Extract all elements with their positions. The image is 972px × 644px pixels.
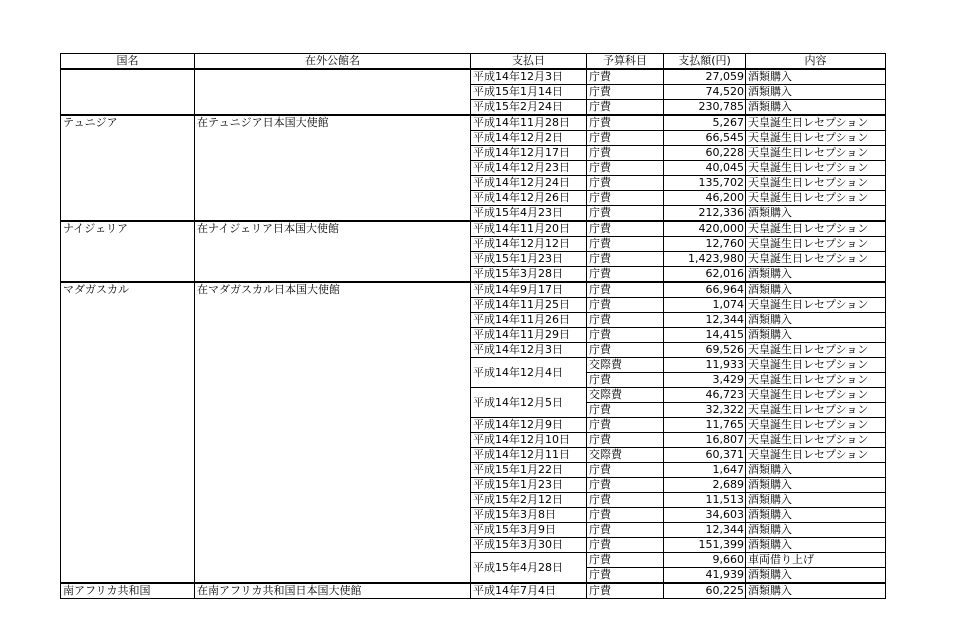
budget-item-cell: 庁費 [587, 115, 664, 131]
country-cell: テュニジア [61, 115, 195, 221]
country-cell: マダガスカル [61, 282, 195, 583]
content-cell: 天皇誕生日レセプション [746, 298, 886, 313]
table-row [61, 583, 886, 599]
header-mission: 在外公館名 [195, 54, 471, 70]
budget-item-cell: 庁費 [587, 131, 664, 146]
content-cell: 酒類購入 [746, 328, 886, 343]
amount-cell: 66,964 [664, 282, 746, 298]
budget-item-cell: 庁費 [587, 523, 664, 538]
payment-date-cell: 平成14年11月29日 [471, 328, 587, 343]
budget-item-cell: 庁費 [587, 508, 664, 523]
amount-cell: 1,423,980 [664, 252, 746, 267]
payment-date-cell: 平成14年9月17日 [471, 282, 587, 298]
payment-date-cell: 平成15年1月22日 [471, 463, 587, 478]
budget-item-cell: 庁費 [587, 282, 664, 298]
budget-item-cell: 庁費 [587, 583, 664, 599]
budget-item-cell: 庁費 [587, 191, 664, 206]
amount-cell: 151,399 [664, 538, 746, 553]
content-cell: 天皇誕生日レセプション [746, 221, 886, 237]
amount-cell: 60,228 [664, 146, 746, 161]
country-cell [61, 69, 195, 115]
budget-item-cell: 庁費 [587, 568, 664, 584]
amount-cell: 1,074 [664, 298, 746, 313]
content-cell: 天皇誕生日レセプション [746, 115, 886, 131]
header-row [61, 54, 886, 70]
header-payment-date: 支払日 [471, 54, 587, 70]
budget-item-cell: 庁費 [587, 69, 664, 85]
budget-item-cell: 交際費 [587, 358, 664, 373]
content-cell: 天皇誕生日レセプション [746, 373, 886, 388]
content-cell: 酒類購入 [746, 206, 886, 222]
amount-cell: 3,429 [664, 373, 746, 388]
budget-item-cell: 庁費 [587, 478, 664, 493]
content-cell: 車両借り上げ [746, 553, 886, 568]
payment-date-cell: 平成14年11月20日 [471, 221, 587, 237]
content-cell: 酒類購入 [746, 583, 886, 599]
amount-cell: 2,689 [664, 478, 746, 493]
content-cell: 酒類購入 [746, 493, 886, 508]
budget-item-cell: 庁費 [587, 553, 664, 568]
amount-cell: 230,785 [664, 100, 746, 116]
amount-cell: 27,059 [664, 69, 746, 85]
payment-date-cell: 平成14年12月12日 [471, 237, 587, 252]
budget-item-cell: 庁費 [587, 85, 664, 100]
country-cell: ナイジェリア [61, 221, 195, 282]
amount-cell: 16,807 [664, 433, 746, 448]
amount-cell: 41,939 [664, 568, 746, 584]
budget-item-cell: 庁費 [587, 221, 664, 237]
content-cell: 天皇誕生日レセプション [746, 191, 886, 206]
content-cell: 天皇誕生日レセプション [746, 237, 886, 252]
payment-date-cell: 平成15年3月28日 [471, 267, 587, 283]
budget-item-cell: 庁費 [587, 493, 664, 508]
payment-date-cell: 平成14年12月11日 [471, 448, 587, 463]
amount-cell: 12,344 [664, 313, 746, 328]
budget-item-cell: 庁費 [587, 176, 664, 191]
amount-cell: 135,702 [664, 176, 746, 191]
payment-date-cell: 平成15年3月9日 [471, 523, 587, 538]
budget-item-cell: 庁費 [587, 146, 664, 161]
amount-cell: 212,336 [664, 206, 746, 222]
payment-date-cell: 平成15年1月23日 [471, 252, 587, 267]
budget-item-cell: 庁費 [587, 313, 664, 328]
budget-item-cell: 庁費 [587, 252, 664, 267]
mission-cell: 在ナイジェリア日本国大使館 [195, 221, 471, 282]
amount-cell: 12,344 [664, 523, 746, 538]
table-row [61, 115, 886, 131]
content-cell: 天皇誕生日レセプション [746, 252, 886, 267]
amount-cell: 62,016 [664, 267, 746, 283]
payment-date-cell: 平成14年12月26日 [471, 191, 587, 206]
budget-item-cell: 庁費 [587, 161, 664, 176]
payment-date-cell: 平成14年12月17日 [471, 146, 587, 161]
budget-item-cell: 交際費 [587, 388, 664, 403]
header-country: 国名 [61, 54, 195, 70]
payment-date-cell: 平成14年12月4日 [471, 358, 587, 388]
content-cell: 酒類購入 [746, 69, 886, 85]
content-cell: 天皇誕生日レセプション [746, 403, 886, 418]
payment-date-cell: 平成15年2月12日 [471, 493, 587, 508]
mission-cell [195, 69, 471, 115]
budget-item-cell: 庁費 [587, 298, 664, 313]
payment-date-cell: 平成15年1月14日 [471, 85, 587, 100]
payment-date-cell: 平成15年2月24日 [471, 100, 587, 116]
content-cell: 天皇誕生日レセプション [746, 131, 886, 146]
budget-item-cell: 庁費 [587, 433, 664, 448]
payment-date-cell: 平成14年12月23日 [471, 161, 587, 176]
amount-cell: 66,545 [664, 131, 746, 146]
content-cell: 天皇誕生日レセプション [746, 388, 886, 403]
content-cell: 酒類購入 [746, 463, 886, 478]
content-cell: 酒類購入 [746, 568, 886, 584]
payment-date-cell: 平成14年7月4日 [471, 583, 587, 599]
content-cell: 酒類購入 [746, 267, 886, 283]
budget-item-cell: 庁費 [587, 237, 664, 252]
budget-item-cell: 庁費 [587, 100, 664, 116]
content-cell: 天皇誕生日レセプション [746, 161, 886, 176]
content-cell: 天皇誕生日レセプション [746, 418, 886, 433]
country-cell: 南アフリカ共和国 [61, 583, 195, 599]
content-cell: 天皇誕生日レセプション [746, 176, 886, 191]
amount-cell: 12,760 [664, 237, 746, 252]
payment-date-cell: 平成14年12月3日 [471, 343, 587, 358]
amount-cell: 9,660 [664, 553, 746, 568]
header-amount: 支払額(円) [664, 54, 746, 70]
payment-date-cell: 平成14年12月3日 [471, 69, 587, 85]
mission-cell: 在テュニジア日本国大使館 [195, 115, 471, 221]
payment-date-cell: 平成14年12月2日 [471, 131, 587, 146]
table-row [61, 69, 886, 85]
content-cell: 酒類購入 [746, 282, 886, 298]
content-cell: 酒類購入 [746, 508, 886, 523]
amount-cell: 14,415 [664, 328, 746, 343]
budget-item-cell: 庁費 [587, 463, 664, 478]
content-cell: 酒類購入 [746, 538, 886, 553]
payment-date-cell: 平成14年12月5日 [471, 388, 587, 418]
amount-cell: 32,322 [664, 403, 746, 418]
amount-cell: 69,526 [664, 343, 746, 358]
payment-date-cell: 平成15年3月8日 [471, 508, 587, 523]
amount-cell: 60,371 [664, 448, 746, 463]
budget-item-cell: 庁費 [587, 418, 664, 433]
content-cell: 天皇誕生日レセプション [746, 343, 886, 358]
content-cell: 酒類購入 [746, 478, 886, 493]
table-row [61, 221, 886, 237]
budget-item-cell: 庁費 [587, 343, 664, 358]
header-content: 内容 [746, 54, 886, 70]
amount-cell: 34,603 [664, 508, 746, 523]
table-body [61, 69, 886, 599]
payment-date-cell: 平成14年11月25日 [471, 298, 587, 313]
content-cell: 酒類購入 [746, 523, 886, 538]
budget-item-cell: 庁費 [587, 373, 664, 388]
payment-date-cell: 平成15年1月23日 [471, 478, 587, 493]
amount-cell: 60,225 [664, 583, 746, 599]
budget-item-cell: 庁費 [587, 328, 664, 343]
amount-cell: 1,647 [664, 463, 746, 478]
table-row [61, 282, 886, 298]
content-cell: 天皇誕生日レセプション [746, 358, 886, 373]
content-cell: 酒類購入 [746, 85, 886, 100]
content-cell: 酒類購入 [746, 313, 886, 328]
payment-date-cell: 平成14年12月9日 [471, 418, 587, 433]
header-budget-item: 予算科目 [587, 54, 664, 70]
budget-item-cell: 庁費 [587, 267, 664, 283]
payment-date-cell: 平成14年12月24日 [471, 176, 587, 191]
amount-cell: 11,513 [664, 493, 746, 508]
payment-date-cell: 平成14年11月26日 [471, 313, 587, 328]
amount-cell: 5,267 [664, 115, 746, 131]
amount-cell: 40,045 [664, 161, 746, 176]
content-cell: 酒類購入 [746, 100, 886, 116]
payment-date-cell: 平成15年4月28日 [471, 553, 587, 584]
amount-cell: 11,765 [664, 418, 746, 433]
payment-date-cell: 平成14年12月10日 [471, 433, 587, 448]
amount-cell: 420,000 [664, 221, 746, 237]
expenditure-table [60, 53, 886, 599]
content-cell: 天皇誕生日レセプション [746, 433, 886, 448]
payment-date-cell: 平成15年3月30日 [471, 538, 587, 553]
amount-cell: 11,933 [664, 358, 746, 373]
mission-cell: 在マダガスカル日本国大使館 [195, 282, 471, 583]
payment-date-cell: 平成14年11月28日 [471, 115, 587, 131]
content-cell: 天皇誕生日レセプション [746, 146, 886, 161]
budget-item-cell: 交際費 [587, 448, 664, 463]
amount-cell: 46,200 [664, 191, 746, 206]
mission-cell: 在南アフリカ共和国日本国大使館 [195, 583, 471, 599]
payment-date-cell: 平成15年4月23日 [471, 206, 587, 222]
budget-item-cell: 庁費 [587, 206, 664, 222]
content-cell: 天皇誕生日レセプション [746, 448, 886, 463]
budget-item-cell: 庁費 [587, 403, 664, 418]
amount-cell: 74,520 [664, 85, 746, 100]
budget-item-cell: 庁費 [587, 538, 664, 553]
amount-cell: 46,723 [664, 388, 746, 403]
table-header [61, 54, 886, 70]
